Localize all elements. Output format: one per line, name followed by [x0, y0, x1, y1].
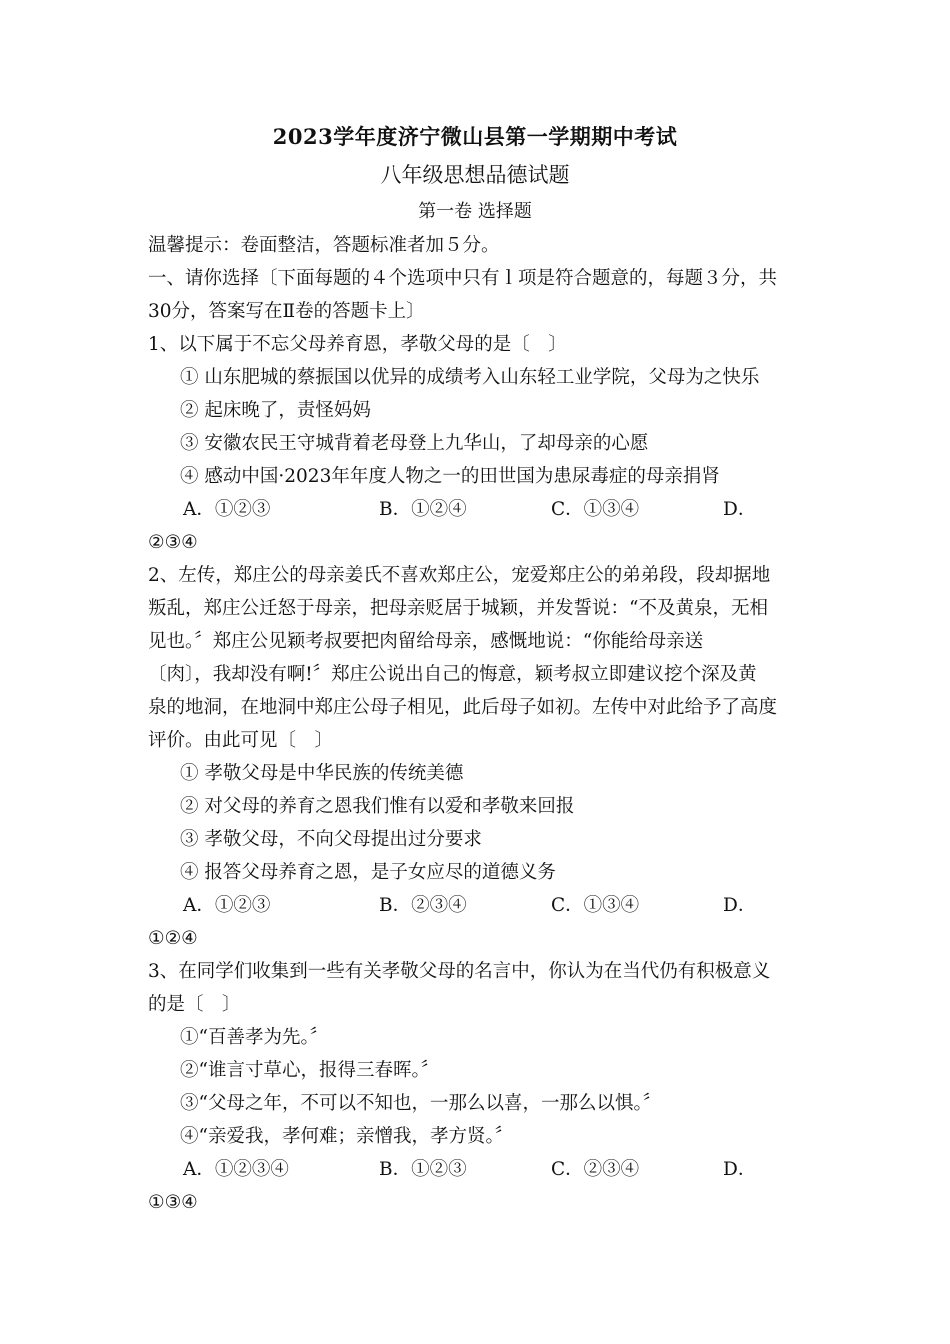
option-d: D． [723, 499, 757, 520]
section-heading: 第一卷 选择题 [418, 201, 532, 222]
question-item: ③ 孝敬父母，不向父母提出过分要求 [180, 829, 482, 850]
question-stem: 2、左传，郑庄公的母亲姜氏不喜欢郑庄公，宠爱郑庄公的弟弟段，段却据地 [148, 565, 771, 586]
option-a: A．①②③ [183, 499, 271, 520]
question-item: ① 山东肥城的蔡振国以优异的成绩考入山东轻工业学院，父母为之快乐 [180, 367, 760, 388]
option-a: A．①②③ [183, 895, 271, 916]
question-item: ① 孝敬父母是中华民族的传统美德 [180, 763, 464, 784]
question-stem: 1、以下属于不忘父母养育恩，孝敬父母的是〔 〕 [148, 334, 567, 355]
option-d: D． [723, 895, 757, 916]
option-d-value: ①②④ [148, 928, 198, 949]
question-item: ④“亲爱我，孝何难；亲憎我，孝方贤。〞 [180, 1126, 514, 1147]
tip-text: 温馨提示：卷面整洁，答题标准者加５分。 [148, 235, 500, 256]
option-c: C．①③④ [551, 895, 640, 916]
question-item: ③“父母之年，不可以不知也，一那么以喜，一那么以惧。〞 [180, 1093, 662, 1114]
question-stem: 3、在同学们收集到一些有关孝敬父母的名言中，你认为在当代仍有积极意义 [148, 961, 771, 982]
question-stem: 评价。由此可见〔 〕 [148, 730, 334, 751]
option-d-value: ①③④ [148, 1192, 198, 1213]
instructions-line-1: 一、请你选择〔下面每题的４个选项中只有ｌ项是符合题意的，每题３分，共 [148, 268, 778, 289]
option-d-value: ②③④ [148, 532, 198, 553]
question-item: ④ 报答父母养育之恩，是子女应尽的道德义务 [180, 862, 556, 883]
option-b: B．①②③ [379, 1159, 467, 1180]
question-item: ② 起床晚了，责怪妈妈 [180, 400, 371, 421]
option-c: C．①③④ [551, 499, 640, 520]
question-item: ②“谁言寸草心，报得三春晖。〞 [180, 1060, 440, 1081]
question-item: ④ 感动中国·2023年年度人物之一的田世国为患尿毒症的母亲捐肾 [180, 466, 720, 487]
question-item: ② 对父母的养育之恩我们惟有以爱和孝敬来回报 [180, 796, 575, 817]
exam-subtitle: 八年级思想品德试题 [380, 163, 570, 187]
exam-title: 2023学年度济宁微山县第一学期期中考试 [272, 124, 678, 149]
question-stem: 见也。〞郑庄公见颖考叔要把肉留给母亲，感慨地说：“你能给母亲送 [148, 631, 704, 652]
question-item: ①“百善孝为先。〞 [180, 1027, 329, 1048]
question-item: ③ 安徽农民王守城背着老母登上九华山，了却母亲的心愿 [180, 433, 649, 454]
question-stem: 叛乱，郑庄公迁怒于母亲，把母亲贬居于城颖，并发誓说：“不及黄泉，无相 [148, 598, 768, 619]
option-b: B．①②④ [379, 499, 467, 520]
option-d: D． [723, 1159, 757, 1180]
question-stem: 泉的地洞，在地洞中郑庄公母子相见，此后母子如初。左传中对此给予了高度 [148, 697, 778, 718]
option-c: C．②③④ [551, 1159, 640, 1180]
instructions-line-2: 30分，答案写在Ⅱ卷的答题卡上〕 [148, 301, 425, 322]
question-stem: 〔肉〕，我却没有啊!〞郑庄公说出自己的悔意，颖考叔立即建议挖个深及黄 [148, 664, 757, 685]
option-b: B．②③④ [379, 895, 467, 916]
option-a: A．①②③④ [183, 1159, 289, 1180]
question-stem: 的是〔 〕 [148, 994, 241, 1015]
